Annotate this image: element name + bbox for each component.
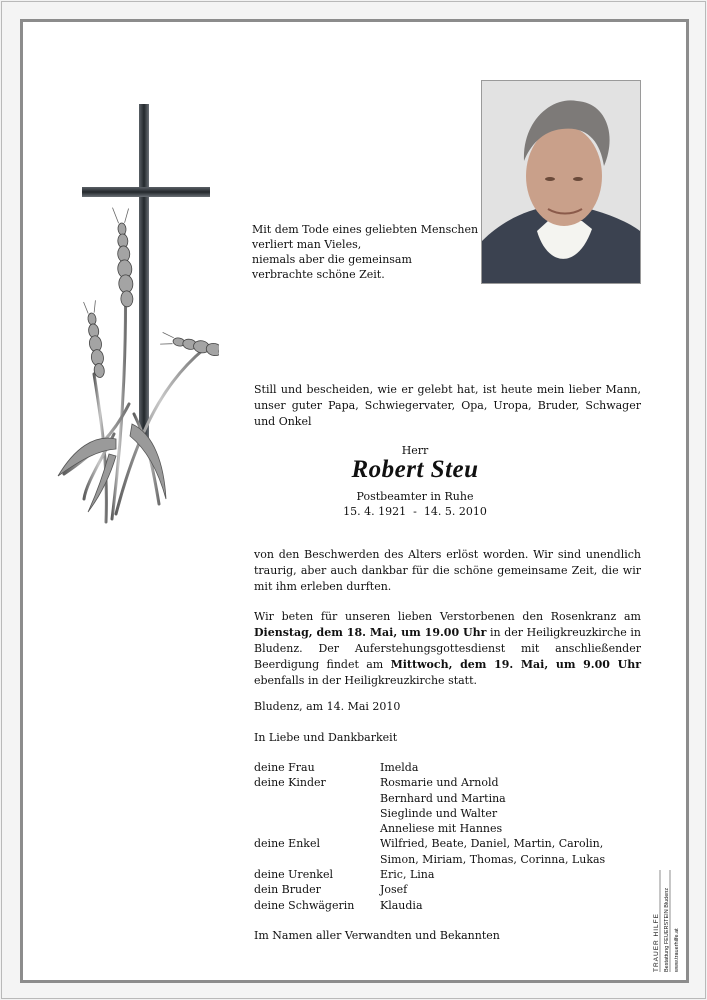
rosary-date: Dienstag, dem 18. Mai, um 19.00 Uhr [254, 626, 487, 639]
rosary-text: Wir beten für unseren lieben Verstorbenen den Rosenkranz am [254, 610, 641, 623]
family-row [254, 760, 605, 775]
funeral-date: Mittwoch, dem 19. Mai, um 9.00 Uhr [390, 658, 642, 671]
place-date: Bludenz, am 14. Mai 2010 [254, 700, 401, 713]
quote-line: verliert man Vieles, [252, 238, 362, 251]
family-list [254, 760, 605, 913]
family-role: deine Enkel [254, 837, 320, 851]
occupation: Postbeamter in Ruhe [356, 490, 474, 503]
quote-line: Mit dem Tode eines geliebten Menschen [252, 223, 479, 236]
cross-horizontal-beam [82, 187, 210, 197]
family-member: Simon, Miriam, Thomas, Corinna, Lukas [380, 852, 606, 866]
family-role: dein Bruder [254, 883, 321, 897]
quote-line: verbrachte schöne Zeit. [252, 268, 385, 281]
family-role: deine Urenkel [254, 868, 333, 882]
family-row [254, 836, 605, 867]
deceased-name: Robert Steu [351, 456, 479, 483]
family-row [254, 867, 605, 882]
logo-line-2: Bestattung FEUERSTEIN Bludenz [664, 887, 670, 972]
cross-vertical-beam [139, 104, 149, 439]
family-member: Anneliese mit Hannes [380, 822, 503, 836]
funeral-text-end: ebenfalls in der Heiligkreuzkirche statt. [254, 674, 478, 687]
quote-line: niemals aber die gemeinsam [252, 253, 412, 266]
logo-line-1: TRAUER HILFE [653, 913, 660, 972]
funeral-home-logo [650, 868, 680, 974]
family-role: deine Kinder [254, 776, 326, 790]
body-paragraph-1: von den Beschwerden des Alters erlöst worden. Wir sind unendlich traurig, aber auch dankbar für die schöne gemeinsame Zeit, die wir mit ihm erleben durften. [254, 548, 641, 593]
family-member: Rosmarie und Arnold [380, 776, 499, 790]
portrait-photo [481, 80, 641, 284]
family-member: Imelda [380, 761, 419, 774]
life-dates: 15. 4. 1921 - 14. 5. 2010 [343, 505, 487, 518]
family-row [254, 882, 605, 897]
salutation: Herr [401, 444, 429, 457]
family-member: Klaudia [380, 898, 423, 912]
family-member: Bernhard und Martina [380, 791, 506, 805]
family-member: Josef [380, 883, 408, 897]
memorial-quote [252, 222, 478, 282]
body-paragraph-2 [254, 609, 641, 689]
cross-wheat-ornament [54, 104, 219, 526]
family-role: deine Frau [254, 761, 315, 774]
family-member: Wilfried, Beate, Daniel, Martin, Carolin, [380, 837, 604, 851]
funeral-text: in der Heiligkreuzkirche in Bludenz. Der Auferstehungsgottesdienst mit anschließender Beerdigung findet am [254, 626, 642, 671]
family-row [254, 775, 605, 836]
family-member: Sieglinde und Walter [380, 806, 498, 820]
intro-paragraph: Still und bescheiden, wie er gelebt hat, ist heute mein lieber Mann, unser guter Papa, Schwiegervater, Opa, Uropa, Bruder, Schwager und Onkel [254, 383, 641, 428]
logo-line-3: www.trauerhilfe.at [674, 928, 680, 972]
gratitude-line: In Liebe und Dankbarkeit [254, 731, 398, 744]
closing-line: Im Namen aller Verwandten und Bekannten [254, 929, 500, 942]
family-role: deine Schwägerin [254, 898, 355, 912]
family-member: Eric, Lina [380, 868, 435, 882]
family-row [254, 898, 605, 913]
